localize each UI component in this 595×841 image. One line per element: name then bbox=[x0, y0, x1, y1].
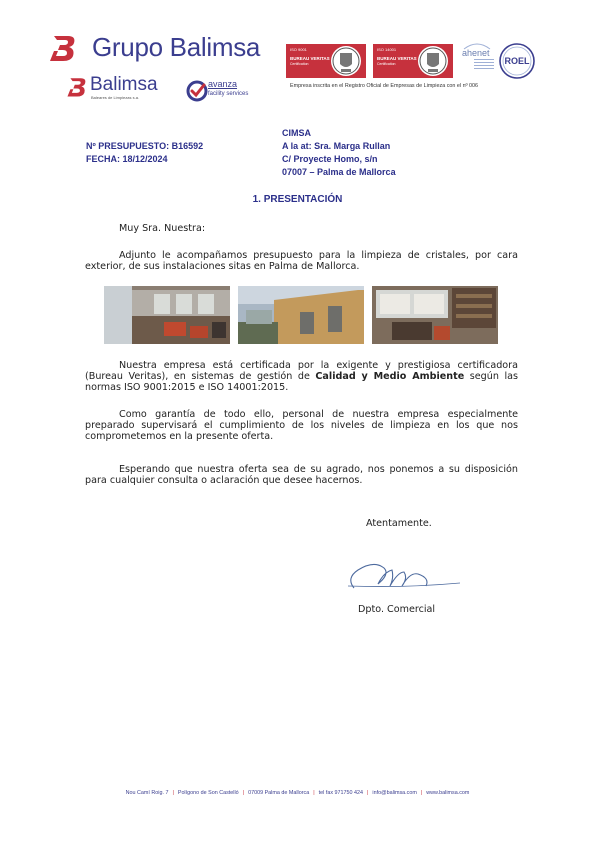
footer-area: Polígono de Son Castelló bbox=[177, 790, 239, 796]
ahenet-caption-lines bbox=[474, 58, 494, 69]
recipient-street: C/ Proyecte Homo, s/n bbox=[282, 154, 378, 164]
footer-contact: Nou Camí Roig. 7 | Polígono de Son Castelló | 07009 Palma de Mallorca | tel fax 971750 424 | info@balimsa.com | www.balimsa.com bbox=[125, 790, 470, 796]
avanza-logo-icon bbox=[186, 80, 208, 102]
bureau-veritas-seal-icon bbox=[416, 44, 450, 78]
paragraph-certification: Nuestra empresa está certificada por la exigente y prestigiosa certificadora (Bureau Veritas), en sistemas de gestión de Calidad y Medio Ambiente según las normas ISO 9001:2015 e ISO 14001:2015. bbox=[85, 360, 518, 393]
section-title: 1. PRESENTACIÓN bbox=[252, 194, 343, 205]
budget-number: Nº PRESUPUESTO: B16592 bbox=[86, 141, 204, 151]
budget-date: FECHA: 18/12/2024 bbox=[86, 154, 168, 164]
footer-website[interactable]: www.balimsa.com bbox=[426, 790, 470, 796]
recipient-city: 07007 – Palma de Mallorca bbox=[282, 167, 396, 177]
balimsa-wordmark: Balimsa bbox=[90, 74, 158, 95]
office-photo-2 bbox=[372, 286, 498, 344]
svg-text:ROEL: ROEL bbox=[504, 56, 530, 66]
ahenet-logo: ahenet bbox=[462, 48, 490, 58]
recipient-attention: A la at: Sra. Marga Rullan bbox=[282, 141, 391, 151]
roel-logo-icon bbox=[498, 42, 536, 80]
building-exterior-photo bbox=[238, 286, 364, 344]
closing-salutation: Atentamente. bbox=[366, 518, 432, 529]
paragraph-intro: Adjunto le acompañamos presupuesto para la limpieza de cristales, por cara exterior, de sus instalaciones sitas en Palma de Mallorca. bbox=[85, 250, 518, 272]
recipient-company: CIMSA bbox=[282, 128, 311, 138]
bureau-veritas-seal-icon bbox=[329, 44, 363, 78]
office-photo-1 bbox=[104, 286, 230, 344]
footer-phone: tel fax 971750 424 bbox=[318, 790, 364, 796]
avanza-tagline: facility services bbox=[208, 91, 249, 97]
iso-9001-badge: ISO 9001 BUREAU VERITAS Certification bbox=[286, 44, 366, 78]
registry-notice: Empresa inscrita en el Registro Oficial de Empresas de Limpieza con el nº 006 bbox=[290, 83, 479, 89]
paragraph-closing: Esperando que nuestra oferta sea de su agrado, nos ponemos a su disposición para cualquier consulta o aclaración que desee hacernos. bbox=[85, 464, 518, 486]
balimsa-logo-icon bbox=[66, 76, 88, 98]
balimsa-caption: Baleares de Limpiezas s.a. bbox=[91, 95, 140, 100]
footer-email[interactable]: info@balimsa.com bbox=[372, 790, 417, 796]
department-signature: Dpto. Comercial bbox=[358, 604, 436, 615]
quality-environment-emphasis: Calidad y Medio Ambiente bbox=[315, 371, 465, 382]
grupo-balimsa-logo-icon bbox=[48, 33, 78, 63]
greeting: Muy Sra. Nuestra: bbox=[119, 223, 206, 234]
footer-city: 07009 Palma de Mallorca bbox=[248, 790, 310, 796]
footer-address: Nou Camí Roig. 7 bbox=[125, 790, 169, 796]
brand-title: Grupo Balimsa bbox=[92, 32, 261, 62]
avanza-wordmark: avanza bbox=[208, 79, 238, 89]
handwritten-signature bbox=[344, 548, 462, 598]
paragraph-guarantee: Como garantía de todo ello, personal de nuestra empresa especialmente preparado supervisará el cumplimiento de los niveles de limpieza en los que nos comprometemos en la presente oferta. bbox=[85, 409, 518, 442]
iso-14001-badge: ISO 14001 BUREAU VERITAS Certification bbox=[373, 44, 453, 78]
